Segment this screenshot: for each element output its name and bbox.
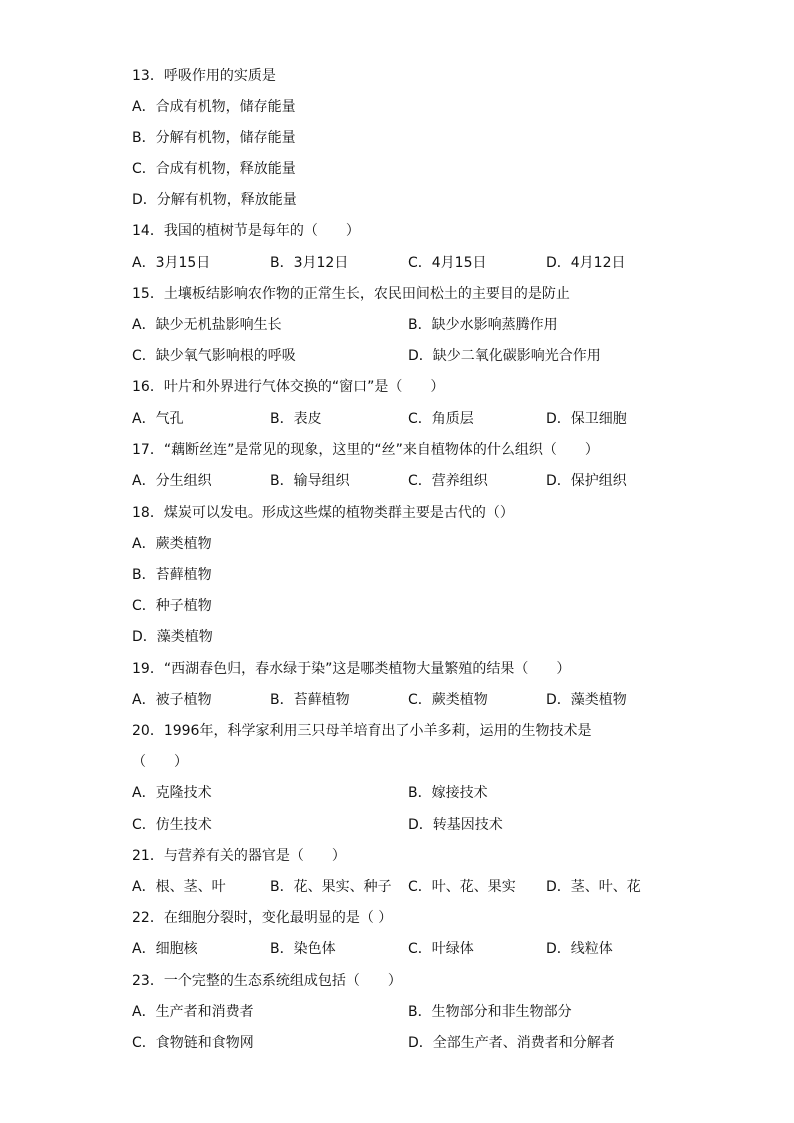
question-16-option-a: A．气孔 (132, 411, 184, 427)
question-18-option-a: A．蕨类植物 (132, 536, 212, 552)
question-21-stem: 21．与营养有关的器官是（ ） (132, 848, 346, 864)
question-14-stem: 14．我国的植树节是每年的（ ） (132, 223, 360, 239)
question-19-option-c: C．蕨类植物 (408, 692, 488, 708)
question-17-option-a: A．分生组织 (132, 473, 212, 489)
question-17-option-c: C．营养组织 (408, 473, 488, 489)
question-20-option-c: C．仿生技术 (132, 817, 212, 833)
question-21-option-b: B．花、果实、种子 (270, 879, 392, 895)
question-19-option-d: D．藻类植物 (546, 692, 627, 708)
question-23-stem: 23．一个完整的生态系统组成包括（ ） (132, 973, 402, 989)
question-14-option-d: D．4月12日 (546, 255, 626, 271)
question-13-option-c: C．合成有机物，释放能量 (132, 161, 296, 177)
question-17-option-d: D．保护组织 (546, 473, 627, 489)
question-14-option-a: A．3月15日 (132, 255, 211, 271)
question-21-option-c: C．叶、花、果实 (408, 879, 516, 895)
question-19-option-b: B．苔藓植物 (270, 692, 350, 708)
question-23-option-a: A．生产者和消费者 (132, 1004, 254, 1020)
question-15-option-b: B．缺少水影响蒸腾作用 (408, 317, 558, 333)
question-21-option-a: A．根、茎、叶 (132, 879, 226, 895)
question-23-option-d: D．全部生产者、消费者和分解者 (408, 1035, 615, 1051)
question-23-option-b: B．生物部分和非生物部分 (408, 1004, 572, 1020)
question-15-option-c: C．缺少氧气影响根的呼吸 (132, 348, 296, 364)
question-14-option-c: C．4月15日 (408, 255, 487, 271)
question-16-stem: 16．叶片和外界进行气体交换的“窗口”是（ ） (132, 379, 445, 395)
question-15-option-a: A．缺少无机盐影响生长 (132, 317, 282, 333)
question-20-stem: 20．1996年，科学家利用三只母羊培育出了小羊多莉，运用的生物技术是 (132, 723, 592, 739)
question-16-option-c: C．角质层 (408, 411, 474, 427)
question-18-stem: 18．煤炭可以发电。形成这些煤的植物类群主要是古代的（） (132, 505, 514, 521)
question-22-option-a: A．细胞核 (132, 941, 198, 957)
question-14-option-b: B．3月12日 (270, 255, 349, 271)
question-13-option-d: D．分解有机物，释放能量 (132, 192, 297, 208)
question-20-option-b: B．嫁接技术 (408, 785, 488, 801)
question-23-option-c: C．食物链和食物网 (132, 1035, 254, 1051)
question-15-option-d: D．缺少二氧化碳影响光合作用 (408, 348, 601, 364)
question-19-option-a: A．被子植物 (132, 692, 212, 708)
question-22-option-b: B．染色体 (270, 941, 336, 957)
question-20-option-a: A．克隆技术 (132, 785, 212, 801)
question-19-stem: 19．“西湖春色归，春水绿于染”这是哪类植物大量繁殖的结果（ ） (132, 661, 571, 677)
question-22-stem: 22．在细胞分裂时，变化最明显的是（ ） (132, 910, 393, 926)
question-13-stem: 13．呼吸作用的实质是 (132, 68, 276, 84)
question-18-option-d: D．藻类植物 (132, 629, 213, 645)
question-18-option-b: B．苔藓植物 (132, 567, 212, 583)
question-17-option-b: B．输导组织 (270, 473, 350, 489)
question-13-option-b: B．分解有机物，储存能量 (132, 130, 296, 146)
question-20-stem-continued: （ ） (132, 754, 188, 770)
question-16-option-d: D．保卫细胞 (546, 411, 627, 427)
question-22-option-d: D．线粒体 (546, 941, 613, 957)
question-13-option-a: A．合成有机物，储存能量 (132, 99, 296, 115)
question-17-stem: 17．“藕断丝连”是常见的现象，这里的“丝”来自植物体的什么组织（ ） (132, 442, 599, 458)
question-22-option-c: C．叶绿体 (408, 941, 474, 957)
question-21-option-d: D．茎、叶、花 (546, 879, 641, 895)
question-16-option-b: B．表皮 (270, 411, 322, 427)
question-20-option-d: D．转基因技术 (408, 817, 503, 833)
question-18-option-c: C．种子植物 (132, 598, 212, 614)
question-15-stem: 15．土壤板结影响农作物的正常生长，农民田间松土的主要目的是防止 (132, 286, 570, 302)
